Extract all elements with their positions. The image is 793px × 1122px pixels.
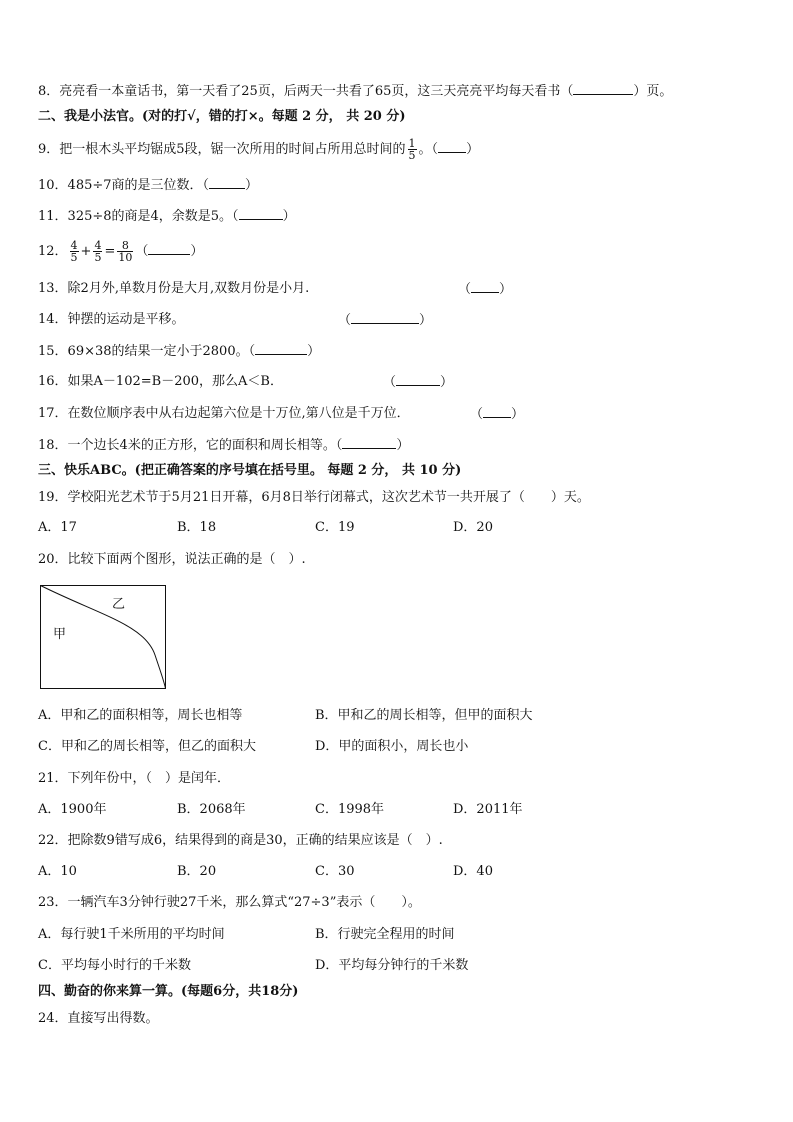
option-a[interactable]: A．1900年 bbox=[38, 802, 107, 817]
question-10: 10．485÷7商的是三位数．（ ） bbox=[38, 178, 259, 193]
question-15: 15．69×38的结果一定小于2800。（ ） bbox=[38, 344, 321, 359]
question-13: 13．除2月外,单数月份是大月,双数月份是小月. bbox=[38, 281, 310, 296]
option-c[interactable]: C．30 bbox=[315, 864, 355, 879]
answer-blank[interactable] bbox=[483, 405, 511, 418]
option-b[interactable]: B．20 bbox=[177, 864, 217, 879]
question-24: 24．直接写出得数。 bbox=[38, 1011, 159, 1026]
fraction-one-fifth: $\frac{1}{5}$ bbox=[408, 137, 416, 162]
question-13-answer: （ ） bbox=[458, 282, 513, 297]
option-b[interactable]: B．甲和乙的周长相等，但甲的面积大 bbox=[315, 708, 533, 723]
question-8: 8．亮亮看一本童话书，第一天看了25页，后两天一共看了65页，这三天亮亮平均每天看书（ ）页。 bbox=[38, 84, 673, 99]
option-d[interactable]: D．平均每分钟行的千米数 bbox=[315, 958, 469, 973]
answer-blank[interactable] bbox=[255, 342, 307, 355]
answer-blank[interactable] bbox=[351, 311, 419, 324]
question-18: 18．一个边长4米的正方形，它的面积和周长相等。（ ） bbox=[38, 438, 410, 453]
section-3-title: 三、快乐ABC。(把正确答案的序号填在括号里。 每题 2 分， 共 10 分) bbox=[38, 463, 462, 478]
question-23: 23．一辆汽车3分钟行驶27千米，那么算式“27÷3”表示（ ）。 bbox=[38, 895, 421, 910]
fraction: $\frac{8}{10}$ bbox=[118, 239, 133, 264]
question-20: 20．比较下面两个图形，说法正确的是（ ）. bbox=[38, 552, 306, 567]
fraction: $\frac{4}{5}$ bbox=[70, 239, 78, 264]
option-a[interactable]: A．每行驶1千米所用的平均时间 bbox=[38, 927, 225, 942]
answer-blank[interactable] bbox=[573, 82, 633, 95]
question-14: 14．钟摆的运动是平移。 bbox=[38, 312, 185, 327]
option-d[interactable]: D．40 bbox=[453, 864, 493, 879]
section-2-title: 二、我是小法官。(对的打√，错的打×。每题 2 分， 共 20 分) bbox=[38, 109, 406, 124]
option-a[interactable]: A．甲和乙的面积相等，周长也相等 bbox=[38, 708, 243, 723]
question-17: 17．在数位顺序表中从右边起第六位是十万位,第八位是千万位． bbox=[38, 406, 410, 421]
section-4-title: 四、勤奋的你来算一算。(每题6分，共18分) bbox=[38, 984, 299, 999]
shapes-figure bbox=[40, 585, 166, 689]
question-16: 16．如果A－102=B－200，那么A＜B． bbox=[38, 374, 283, 389]
fraction: $\frac{4}{5}$ bbox=[94, 239, 102, 264]
question-9: 9．把一根木头平均锯成5段，锯一次所用的时间占所用总时间的 $\frac{1}{5}$ 。（ ） bbox=[38, 137, 480, 162]
answer-blank[interactable] bbox=[396, 373, 440, 386]
answer-blank[interactable] bbox=[438, 140, 466, 153]
question-22: 22．把除数9错写成6，结果得到的商是30，正确的结果应该是（ ）. bbox=[38, 833, 443, 848]
question-11: 11．325÷8的商是4，余数是5。（ ） bbox=[38, 209, 296, 224]
answer-blank[interactable] bbox=[239, 207, 283, 220]
option-a[interactable]: A．10 bbox=[38, 864, 77, 879]
label-yi: 乙 bbox=[112, 597, 126, 612]
option-d[interactable]: D．甲的面积小，周长也小 bbox=[315, 739, 469, 754]
answer-blank[interactable] bbox=[148, 242, 190, 255]
question-17-answer: （ ） bbox=[470, 407, 525, 422]
option-a[interactable]: A．17 bbox=[38, 520, 77, 535]
option-b[interactable]: B．18 bbox=[177, 520, 217, 535]
option-b[interactable]: B．2068年 bbox=[177, 802, 246, 817]
option-b[interactable]: B．行驶完全程用的时间 bbox=[315, 927, 455, 942]
label-jia: 甲 bbox=[53, 627, 67, 642]
option-c[interactable]: C．甲和乙的周长相等，但乙的面积大 bbox=[38, 739, 256, 754]
option-d[interactable]: D．20 bbox=[453, 520, 493, 535]
question-12: 12． $\frac{4}{5}$ + $\frac{4}{5}$ = $\frac{8}{10}$ （ ） bbox=[38, 239, 204, 264]
option-c[interactable]: C．平均每小时行的千米数 bbox=[38, 958, 191, 973]
question-8-text: 8．亮亮看一本童话书，第一天看了25页，后两天一共看了65页，这三天亮亮平均每天看书（ bbox=[38, 84, 574, 99]
option-d[interactable]: D．2011年 bbox=[453, 802, 523, 817]
question-16-answer: （ ） bbox=[383, 375, 454, 390]
answer-blank[interactable] bbox=[471, 280, 499, 293]
answer-blank[interactable] bbox=[209, 176, 245, 189]
question-14-answer: （ ） bbox=[338, 313, 433, 328]
question-21: 21．下列年份中，（ ）是闰年． bbox=[38, 771, 231, 786]
option-c[interactable]: C．1998年 bbox=[315, 802, 385, 817]
answer-blank[interactable] bbox=[342, 436, 396, 449]
option-c[interactable]: C．19 bbox=[315, 520, 355, 535]
question-19: 19．学校阳光艺术节于5月21日开幕，6月8日举行闭幕式，这次艺术节一共开展了（ ）天。 bbox=[38, 490, 590, 505]
